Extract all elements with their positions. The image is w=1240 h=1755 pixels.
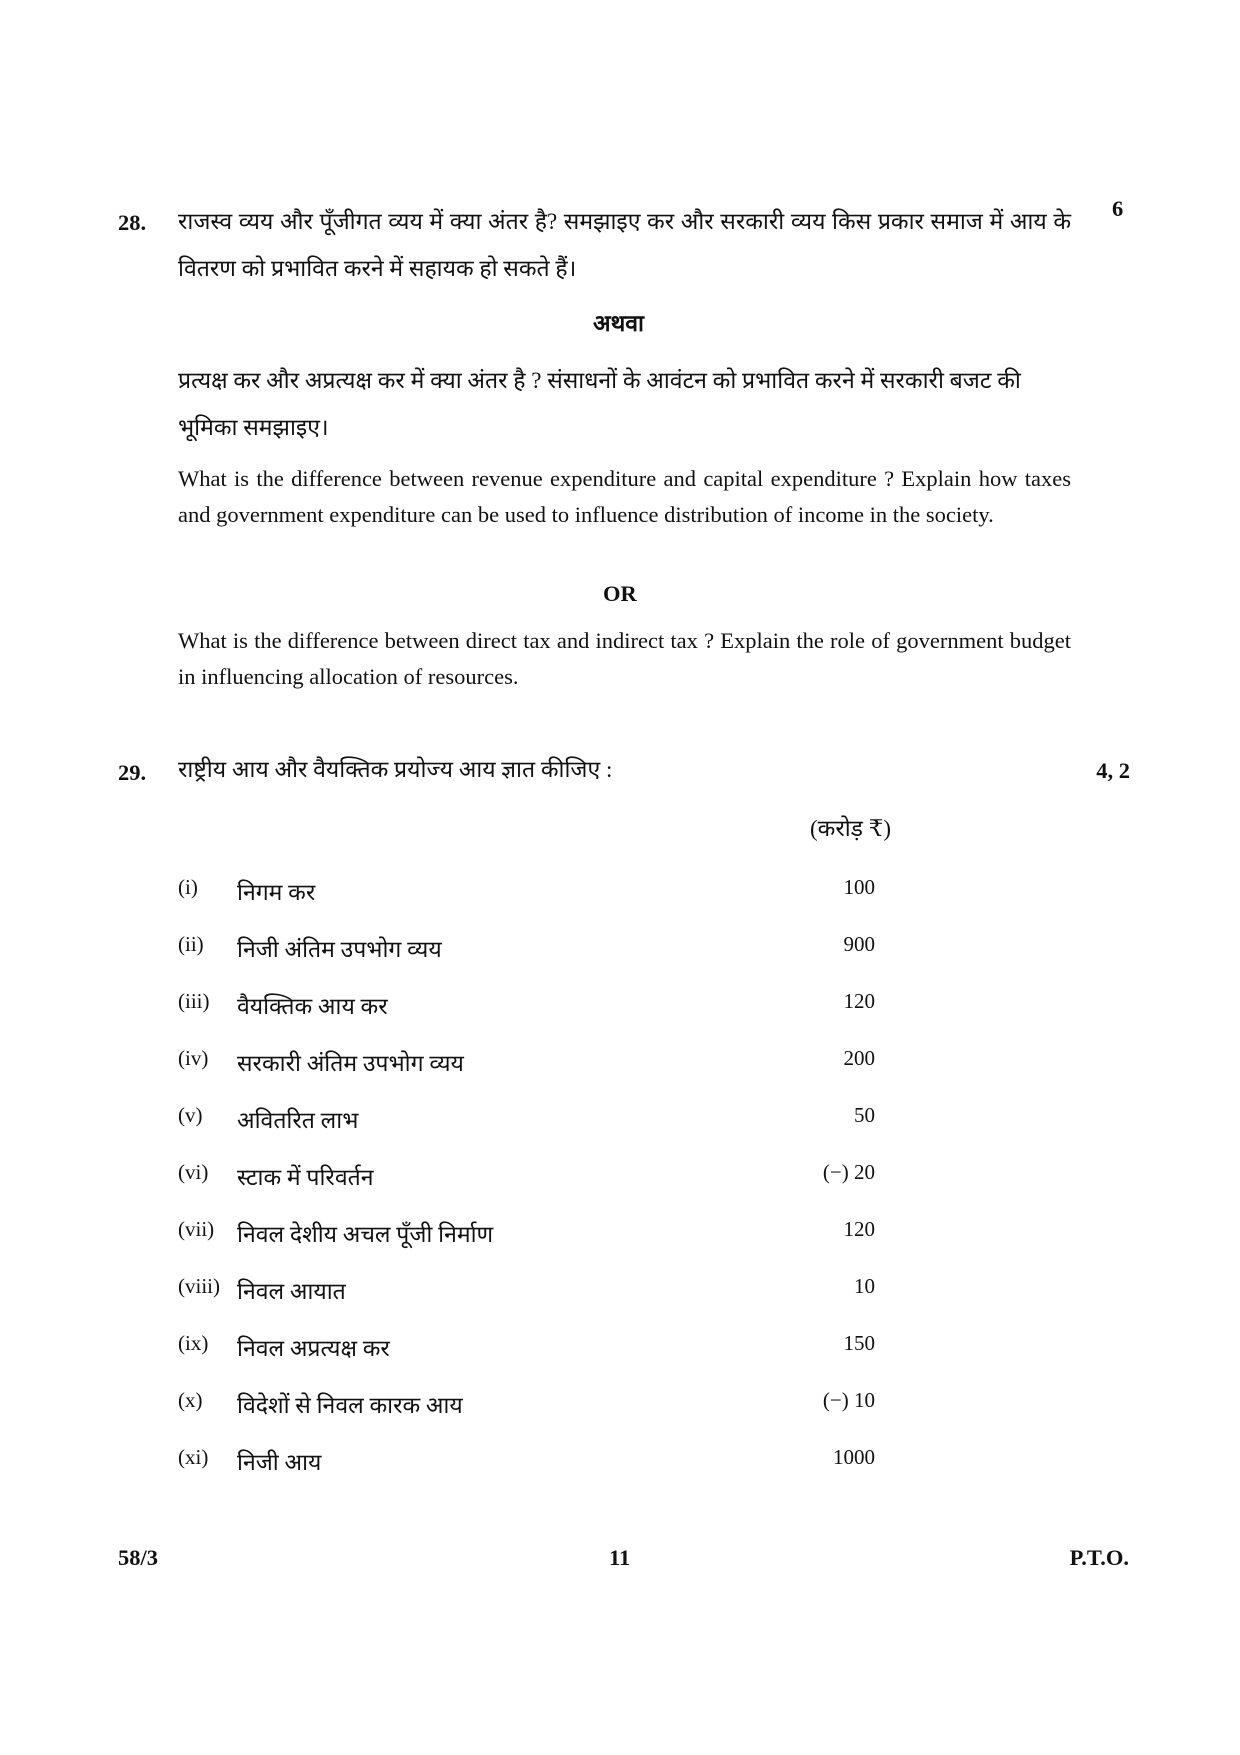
item-value: 200 [843, 1046, 875, 1070]
item-label: निवल आयात [237, 1279, 346, 1304]
question-hindi-text: राजस्व व्यय और पूँजीगत व्यय में क्या अंतर है? समझाइए कर और सरकारी व्यय किस प्रकार समाज में आय के वितरण को प्रभावित करने में सहायक हो सकते हैं। [178, 209, 1071, 281]
item-label: सरकारी अंतिम उपभोग व्यय [237, 1051, 464, 1076]
item-value: 10 [854, 1274, 875, 1298]
item-label: निवल देशीय अचल पूँजी निर्माण [237, 1222, 494, 1247]
item-label: निजी अंतिम उपभोग व्यय [237, 937, 442, 962]
item-value: 50 [854, 1103, 875, 1127]
list-item [0, 1103, 1240, 1133]
item-label: विदेशों से निवल कारक आय [237, 1393, 463, 1418]
list-item [0, 1445, 1240, 1475]
question-english-text: What is the difference between revenue expenditure and capital expenditure ? Explain how taxes and government expenditure can be used to influence distribution of income in the society. [178, 466, 1071, 527]
item-number: (ii) [178, 932, 204, 956]
question-number: 29. [118, 760, 147, 785]
question-hindi-text: राष्ट्रीय आय और वैयक्तिक प्रयोज्य आय ज्ञात कीजिए : [178, 757, 613, 782]
unit-label: (करोड़ ₹) [810, 816, 892, 841]
item-number: (viii) [178, 1274, 220, 1298]
item-value: 100 [843, 875, 875, 899]
item-label: वैयक्तिक आय कर [237, 994, 388, 1019]
list-item [0, 932, 1240, 962]
item-value: (−) 20 [822, 1160, 875, 1184]
item-value: 120 [843, 1217, 875, 1241]
list-item [0, 989, 1240, 1019]
item-value: 120 [843, 989, 875, 1013]
item-label: अवितरित लाभ [237, 1108, 359, 1133]
item-number: (iv) [178, 1046, 209, 1070]
pto-label: P.T.O. [1069, 1545, 1129, 1570]
or-divider-english: OR [603, 581, 637, 606]
item-label: निगम कर [237, 880, 316, 905]
list-item [0, 1331, 1240, 1361]
item-label: निजी आय [237, 1450, 322, 1475]
list-item [0, 1388, 1240, 1418]
item-number: (vii) [178, 1217, 215, 1241]
alternative-hindi-text: प्रत्यक्ष कर और अप्रत्यक्ष कर में क्या अंतर है ? संसाधनों के आवंटन को प्रभावित करने में सरकारी बजट की भूमिका समझाइए। [178, 368, 1021, 440]
item-number: (xi) [178, 1445, 209, 1469]
item-value: 1000 [833, 1445, 875, 1469]
item-value: (−) 10 [822, 1388, 875, 1412]
item-label: स्टाक में परिवर्तन [237, 1165, 374, 1190]
question-marks: 4, 2 [1096, 758, 1130, 783]
item-number: (iii) [178, 989, 210, 1013]
question-number: 28. [118, 210, 147, 235]
list-item [0, 875, 1240, 905]
or-divider-hindi: अथवा [593, 311, 645, 336]
item-number: (x) [178, 1388, 203, 1412]
list-item [0, 1274, 1240, 1304]
list-item [0, 1217, 1240, 1247]
item-value: 150 [843, 1331, 875, 1355]
list-item [0, 1160, 1240, 1190]
item-number: (vi) [178, 1160, 209, 1184]
item-number: (i) [178, 875, 198, 899]
alternative-english-text: What is the difference between direct tax and indirect tax ? Explain the role of government budget in influencing allocation of resources. [178, 628, 1071, 689]
item-label: निवल अप्रत्यक्ष कर [237, 1336, 390, 1361]
paper-code: 58/3 [118, 1545, 159, 1570]
item-value: 900 [843, 932, 875, 956]
list-item [0, 1046, 1240, 1076]
question-marks: 6 [1112, 196, 1124, 221]
page-number: 11 [609, 1545, 631, 1570]
item-number: (v) [178, 1103, 203, 1127]
item-number: (ix) [178, 1331, 209, 1355]
